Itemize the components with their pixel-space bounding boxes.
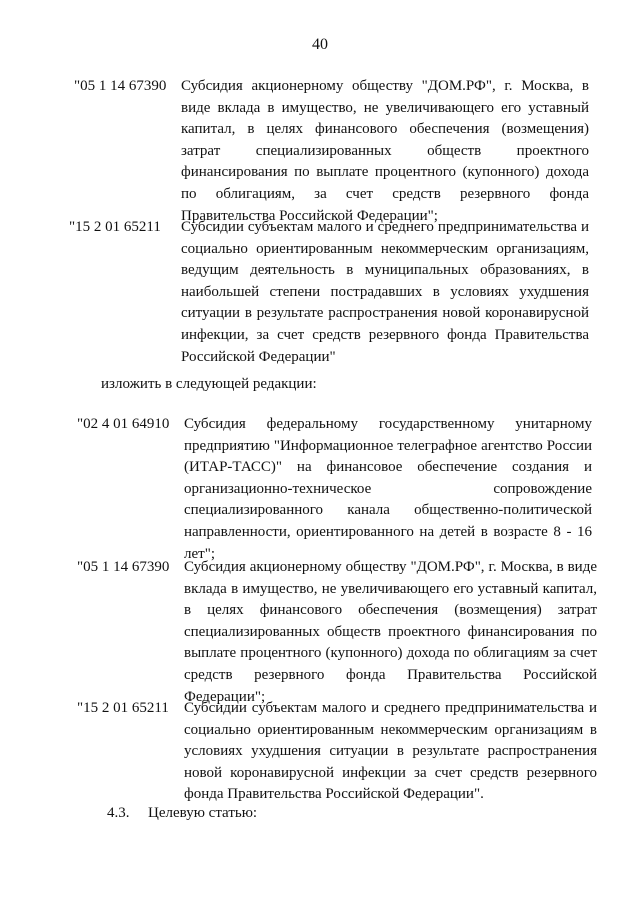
entry-code: "15 2 01 65211 xyxy=(69,219,161,235)
page-number: 40 xyxy=(312,36,328,53)
entry-code: "05 1 14 67390 xyxy=(74,78,167,94)
entry-text: Субсидии субъектам малого и среднего предпринимательства и социально ориентированным некоммерческим организациям в условиях ухудшения ситуации в результате распространения новой коронавирусной инфекции за счет средств резервного фонда Правительства Российской Федерации". xyxy=(184,700,597,803)
entry-text: Субсидия акционерному обществу "ДОМ.РФ", г. Москва, в виде вклада в имущество, не увеличивающего его уставный капитал, в целях финансового обеспечения (возмещения) затрат специализированных обществ проектного финансирования по выплате процентного (купонного) дохода по облигациям, за счет средств резервного фонда Правительства Российской Федерации"; xyxy=(181,78,589,224)
entry-code: "05 1 14 67390 xyxy=(77,559,170,575)
instruction-text: изложить в следующей редакции: xyxy=(101,376,317,392)
section-number: 4.3. xyxy=(107,805,130,821)
entry-code: "15 2 01 65211 xyxy=(77,700,169,716)
section-heading: Целевую статью: xyxy=(148,805,258,821)
entry-code: "02 4 01 64910 xyxy=(77,416,170,432)
entry-text: Субсидия федеральному государственному унитарному предприятию "Информационное телеграфное агентство России (ИТАР-ТАСС)" на финансовое обеспечение создания и организационно-техническое сопровождение специализированного канала общественно-политической направленности, ориентированного на детей в возрасте 8 - 16 лет"; xyxy=(184,416,592,562)
entry-text: Субсидии субъектам малого и среднего предпринимательства и социально ориентированным некоммерческим организациям, ведущим деятельность в муниципальных образованиях, в наибольшей степени пострадавших в условиях ухудшения ситуации в результате распространения новой коронавирусной инфекции, за счет средств резервного фонда Правительства Российской Федерации" xyxy=(181,219,589,365)
entry-text: Субсидия акционерному обществу "ДОМ.РФ", г. Москва, в виде вклада в имущество, не увеличивающего его уставный капитал, в целях финансового обеспечения (возмещения) затрат специализированных обществ проектного финансирования по выплате процентного (купонного) дохода по облигациям за счет средств резервного фонда Правительства Российской Федерации"; xyxy=(184,559,597,705)
